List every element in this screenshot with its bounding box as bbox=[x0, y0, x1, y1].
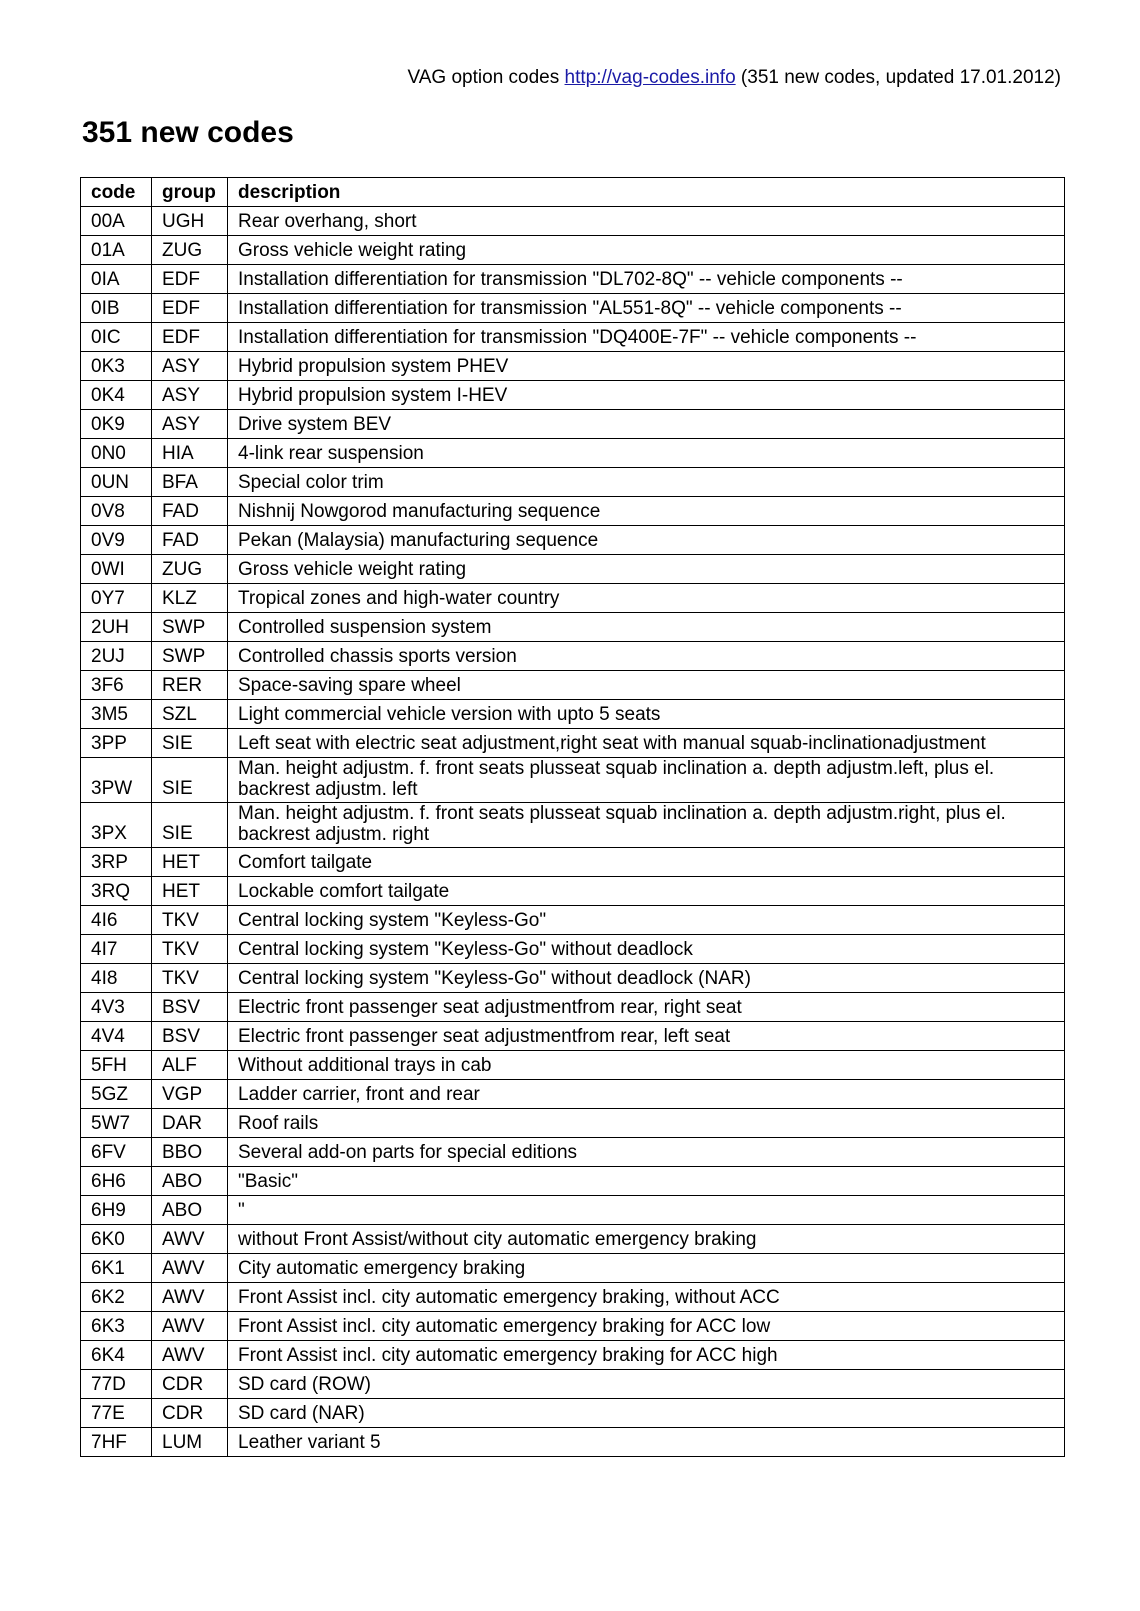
cell-code: 00A bbox=[81, 207, 152, 236]
cell-group: ASY bbox=[152, 410, 228, 439]
cell-description: SD card (ROW) bbox=[228, 1370, 1065, 1399]
cell-description: Without additional trays in cab bbox=[228, 1051, 1065, 1080]
cell-description: Lockable comfort tailgate bbox=[228, 877, 1065, 906]
table-row bbox=[81, 1370, 1065, 1399]
cell-group: ASY bbox=[152, 381, 228, 410]
cell-description: Drive system BEV bbox=[228, 410, 1065, 439]
cell-code: 4I8 bbox=[81, 964, 152, 993]
column-header-description: description bbox=[228, 178, 1065, 207]
cell-code: 0WI bbox=[81, 555, 152, 584]
cell-code: 6FV bbox=[81, 1138, 152, 1167]
table-row bbox=[81, 993, 1065, 1022]
table-row bbox=[81, 1254, 1065, 1283]
column-header-code: code bbox=[81, 178, 152, 207]
cell-description: Hybrid propulsion system I-HEV bbox=[228, 381, 1065, 410]
cell-code: 0K9 bbox=[81, 410, 152, 439]
cell-code: 0N0 bbox=[81, 439, 152, 468]
cell-code: 0K4 bbox=[81, 381, 152, 410]
table-row bbox=[81, 1341, 1065, 1370]
cell-code: 6H9 bbox=[81, 1196, 152, 1225]
cell-code: 01A bbox=[81, 236, 152, 265]
cell-code: 0V8 bbox=[81, 497, 152, 526]
table-row bbox=[81, 439, 1065, 468]
cell-group: KLZ bbox=[152, 584, 228, 613]
cell-code: 77D bbox=[81, 1370, 152, 1399]
cell-code: 0IA bbox=[81, 265, 152, 294]
cell-group: SWP bbox=[152, 613, 228, 642]
table-row bbox=[81, 803, 1065, 848]
cell-description: "Basic" bbox=[228, 1167, 1065, 1196]
table-row bbox=[81, 729, 1065, 758]
table-row bbox=[81, 964, 1065, 993]
cell-code: 0Y7 bbox=[81, 584, 152, 613]
cell-description: Central locking system "Keyless-Go" without deadlock bbox=[228, 935, 1065, 964]
cell-group: FAD bbox=[152, 526, 228, 555]
table-row bbox=[81, 1196, 1065, 1225]
cell-code: 4V3 bbox=[81, 993, 152, 1022]
cell-group: TKV bbox=[152, 935, 228, 964]
cell-description: City automatic emergency braking bbox=[228, 1254, 1065, 1283]
cell-description: Installation differentiation for transmission "DL702-8Q" -- vehicle components -- bbox=[228, 265, 1065, 294]
codes-table bbox=[80, 177, 1065, 1457]
table-row bbox=[81, 1109, 1065, 1138]
table-header-row bbox=[81, 178, 1065, 207]
cell-description: Gross vehicle weight rating bbox=[228, 236, 1065, 265]
table-row bbox=[81, 671, 1065, 700]
cell-description: Comfort tailgate bbox=[228, 848, 1065, 877]
cell-group: AWV bbox=[152, 1225, 228, 1254]
cell-description: Electric front passenger seat adjustmentfrom rear, right seat bbox=[228, 993, 1065, 1022]
cell-group: TKV bbox=[152, 964, 228, 993]
table-row bbox=[81, 497, 1065, 526]
cell-description: Front Assist incl. city automatic emergency braking for ACC high bbox=[228, 1341, 1065, 1370]
cell-code: 6K4 bbox=[81, 1341, 152, 1370]
table-row bbox=[81, 1225, 1065, 1254]
table-row bbox=[81, 352, 1065, 381]
cell-group: CDR bbox=[152, 1370, 228, 1399]
header-suffix: (351 new codes, updated 17.01.2012) bbox=[735, 67, 1061, 88]
cell-group: TKV bbox=[152, 906, 228, 935]
cell-code: 4I7 bbox=[81, 935, 152, 964]
cell-code: 6K3 bbox=[81, 1312, 152, 1341]
cell-code: 0IC bbox=[81, 323, 152, 352]
cell-description: Space-saving spare wheel bbox=[228, 671, 1065, 700]
table-row bbox=[81, 642, 1065, 671]
table-row bbox=[81, 207, 1065, 236]
cell-code: 5GZ bbox=[81, 1080, 152, 1109]
table-row bbox=[81, 848, 1065, 877]
cell-group: EDF bbox=[152, 294, 228, 323]
cell-code: 4I6 bbox=[81, 906, 152, 935]
cell-description: Special color trim bbox=[228, 468, 1065, 497]
cell-code: 3M5 bbox=[81, 700, 152, 729]
table-row bbox=[81, 584, 1065, 613]
cell-description: without Front Assist/without city automatic emergency braking bbox=[228, 1225, 1065, 1254]
cell-group: SIE bbox=[152, 758, 228, 803]
cell-group: HIA bbox=[152, 439, 228, 468]
cell-group: UGH bbox=[152, 207, 228, 236]
site-link[interactable]: http://vag-codes.info bbox=[564, 67, 736, 88]
table-row bbox=[81, 1051, 1065, 1080]
cell-description: Gross vehicle weight rating bbox=[228, 555, 1065, 584]
cell-group: AWV bbox=[152, 1312, 228, 1341]
cell-group: BFA bbox=[152, 468, 228, 497]
cell-code: 6H6 bbox=[81, 1167, 152, 1196]
cell-group: SZL bbox=[152, 700, 228, 729]
table-row bbox=[81, 265, 1065, 294]
page-title: 351 new codes bbox=[82, 116, 294, 149]
table-row bbox=[81, 1022, 1065, 1051]
cell-code: 0K3 bbox=[81, 352, 152, 381]
cell-group: HET bbox=[152, 848, 228, 877]
cell-group: LUM bbox=[152, 1428, 228, 1457]
cell-description: SD card (NAR) bbox=[228, 1399, 1065, 1428]
cell-code: 3PP bbox=[81, 729, 152, 758]
cell-group: ALF bbox=[152, 1051, 228, 1080]
cell-description: Electric front passenger seat adjustmentfrom rear, left seat bbox=[228, 1022, 1065, 1051]
cell-code: 3PX bbox=[81, 803, 152, 848]
table-row bbox=[81, 468, 1065, 497]
cell-description: Front Assist incl. city automatic emergency braking, without ACC bbox=[228, 1283, 1065, 1312]
cell-group: EDF bbox=[152, 265, 228, 294]
cell-group: BBO bbox=[152, 1138, 228, 1167]
table-row bbox=[81, 906, 1065, 935]
column-header-group: group bbox=[152, 178, 228, 207]
table-row bbox=[81, 613, 1065, 642]
table-row bbox=[81, 381, 1065, 410]
cell-code: 6K2 bbox=[81, 1283, 152, 1312]
table-row bbox=[81, 758, 1065, 803]
cell-code: 7HF bbox=[81, 1428, 152, 1457]
table-row bbox=[81, 700, 1065, 729]
cell-group: SWP bbox=[152, 642, 228, 671]
table-row bbox=[81, 1167, 1065, 1196]
table-row bbox=[81, 323, 1065, 352]
cell-group: RER bbox=[152, 671, 228, 700]
cell-description: Central locking system "Keyless-Go" bbox=[228, 906, 1065, 935]
cell-description: Nishnij Nowgorod manufacturing sequence bbox=[228, 497, 1065, 526]
cell-code: 3RQ bbox=[81, 877, 152, 906]
cell-description: Pekan (Malaysia) manufacturing sequence bbox=[228, 526, 1065, 555]
page-header bbox=[408, 67, 1062, 89]
cell-description: Man. height adjustm. f. front seats plusseat squab inclination a. depth adjustm.right, plus el. backrest adjustm. right bbox=[228, 803, 1065, 848]
cell-description: Front Assist incl. city automatic emergency braking for ACC low bbox=[228, 1312, 1065, 1341]
cell-description: Rear overhang, short bbox=[228, 207, 1065, 236]
cell-group: AWV bbox=[152, 1283, 228, 1312]
cell-code: 0V9 bbox=[81, 526, 152, 555]
cell-description: Man. height adjustm. f. front seats plusseat squab inclination a. depth adjustm.left, plus el. backrest adjustm. left bbox=[228, 758, 1065, 803]
cell-group: DAR bbox=[152, 1109, 228, 1138]
cell-code: 5FH bbox=[81, 1051, 152, 1080]
cell-code: 2UJ bbox=[81, 642, 152, 671]
cell-description: Installation differentiation for transmission "DQ400E-7F" -- vehicle components -- bbox=[228, 323, 1065, 352]
cell-group: FAD bbox=[152, 497, 228, 526]
cell-description: Hybrid propulsion system PHEV bbox=[228, 352, 1065, 381]
cell-description: Ladder carrier, front and rear bbox=[228, 1080, 1065, 1109]
cell-code: 3F6 bbox=[81, 671, 152, 700]
table-row bbox=[81, 1138, 1065, 1167]
cell-code: 6K1 bbox=[81, 1254, 152, 1283]
cell-group: ASY bbox=[152, 352, 228, 381]
table-row bbox=[81, 555, 1065, 584]
cell-group: CDR bbox=[152, 1399, 228, 1428]
cell-group: BSV bbox=[152, 1022, 228, 1051]
cell-code: 3RP bbox=[81, 848, 152, 877]
cell-description: Left seat with electric seat adjustment,right seat with manual squab-inclinationadjustment bbox=[228, 729, 1065, 758]
cell-group: ABO bbox=[152, 1196, 228, 1225]
cell-description: Several add-on parts for special editions bbox=[228, 1138, 1065, 1167]
cell-code: 0IB bbox=[81, 294, 152, 323]
cell-description: Roof rails bbox=[228, 1109, 1065, 1138]
table-row bbox=[81, 877, 1065, 906]
cell-group: SIE bbox=[152, 729, 228, 758]
cell-group: AWV bbox=[152, 1341, 228, 1370]
table-row bbox=[81, 526, 1065, 555]
table-row bbox=[81, 1080, 1065, 1109]
cell-code: 0UN bbox=[81, 468, 152, 497]
cell-description: 4-link rear suspension bbox=[228, 439, 1065, 468]
header-prefix: VAG option codes bbox=[407, 67, 565, 88]
cell-code: 4V4 bbox=[81, 1022, 152, 1051]
cell-group: BSV bbox=[152, 993, 228, 1022]
cell-description: " bbox=[228, 1196, 1065, 1225]
cell-code: 3PW bbox=[81, 758, 152, 803]
cell-group: ABO bbox=[152, 1167, 228, 1196]
table-row bbox=[81, 294, 1065, 323]
cell-group: ZUG bbox=[152, 236, 228, 265]
cell-code: 2UH bbox=[81, 613, 152, 642]
cell-code: 5W7 bbox=[81, 1109, 152, 1138]
table-row bbox=[81, 1428, 1065, 1457]
table-body bbox=[81, 207, 1065, 1457]
cell-group: SIE bbox=[152, 803, 228, 848]
cell-description: Tropical zones and high-water country bbox=[228, 584, 1065, 613]
cell-description: Light commercial vehicle version with upto 5 seats bbox=[228, 700, 1065, 729]
table-row bbox=[81, 935, 1065, 964]
cell-group: VGP bbox=[152, 1080, 228, 1109]
table-row bbox=[81, 1399, 1065, 1428]
cell-description: Leather variant 5 bbox=[228, 1428, 1065, 1457]
cell-group: ZUG bbox=[152, 555, 228, 584]
cell-code: 77E bbox=[81, 1399, 152, 1428]
table-row bbox=[81, 1312, 1065, 1341]
cell-description: Central locking system "Keyless-Go" without deadlock (NAR) bbox=[228, 964, 1065, 993]
table-row bbox=[81, 1283, 1065, 1312]
table-row bbox=[81, 236, 1065, 265]
cell-description: Controlled chassis sports version bbox=[228, 642, 1065, 671]
table-row bbox=[81, 410, 1065, 439]
cell-group: EDF bbox=[152, 323, 228, 352]
cell-code: 6K0 bbox=[81, 1225, 152, 1254]
cell-group: AWV bbox=[152, 1254, 228, 1283]
cell-group: HET bbox=[152, 877, 228, 906]
cell-description: Controlled suspension system bbox=[228, 613, 1065, 642]
cell-description: Installation differentiation for transmission "AL551-8Q" -- vehicle components -- bbox=[228, 294, 1065, 323]
